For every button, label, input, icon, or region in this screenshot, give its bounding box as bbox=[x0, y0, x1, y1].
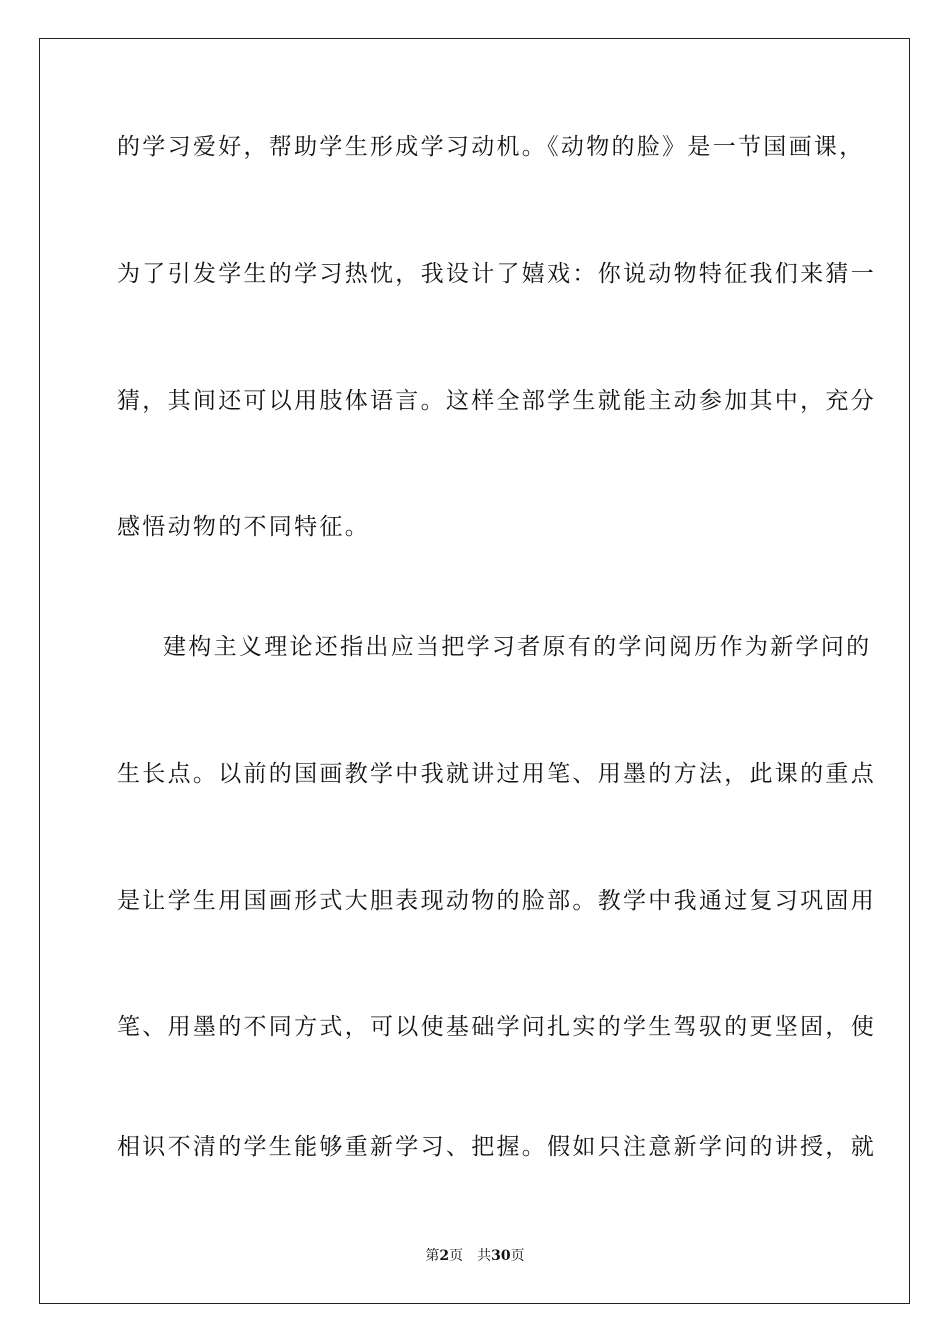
page-prefix: 第 bbox=[425, 1248, 440, 1264]
text-line-3: 猜，其间还可以用肢体语言。这样全部学生就能主动参加其中，充分 bbox=[117, 388, 876, 414]
page-number: 2 bbox=[439, 1248, 450, 1264]
total-pages: 30 bbox=[491, 1248, 511, 1264]
text-line-1: 的学习爱好，帮助学生形成学习动机。《动物的脸》是一节国画课， bbox=[117, 134, 865, 160]
text-line-7: 是让学生用国画形式大胆表现动物的脸部。教学中我通过复习巩固用 bbox=[117, 888, 876, 914]
page-suffix: 页 bbox=[449, 1248, 464, 1264]
text-line-6: 生长点。以前的国画教学中我就讲过用笔、用墨的方法，此课的重点 bbox=[117, 761, 876, 787]
page-border bbox=[39, 38, 910, 1304]
total-prefix: 共 bbox=[477, 1248, 492, 1264]
total-suffix: 页 bbox=[510, 1248, 525, 1264]
text-line-2: 为了引发学生的学习热忱，我设计了嬉戏：你说动物特征我们来猜一 bbox=[117, 261, 876, 287]
text-line-8: 笔、用墨的不同方式，可以使基础学问扎实的学生驾驭的更坚固，使 bbox=[117, 1014, 876, 1040]
text-line-5: 建构主义理论还指出应当把学习者原有的学问阅历作为新学问的 bbox=[163, 634, 872, 660]
page-footer bbox=[0, 1246, 950, 1266]
text-line-9: 相识不清的学生能够重新学习、把握。假如只注意新学问的讲授，就 bbox=[117, 1134, 876, 1160]
text-line-4: 感悟动物的不同特征。 bbox=[117, 514, 370, 540]
